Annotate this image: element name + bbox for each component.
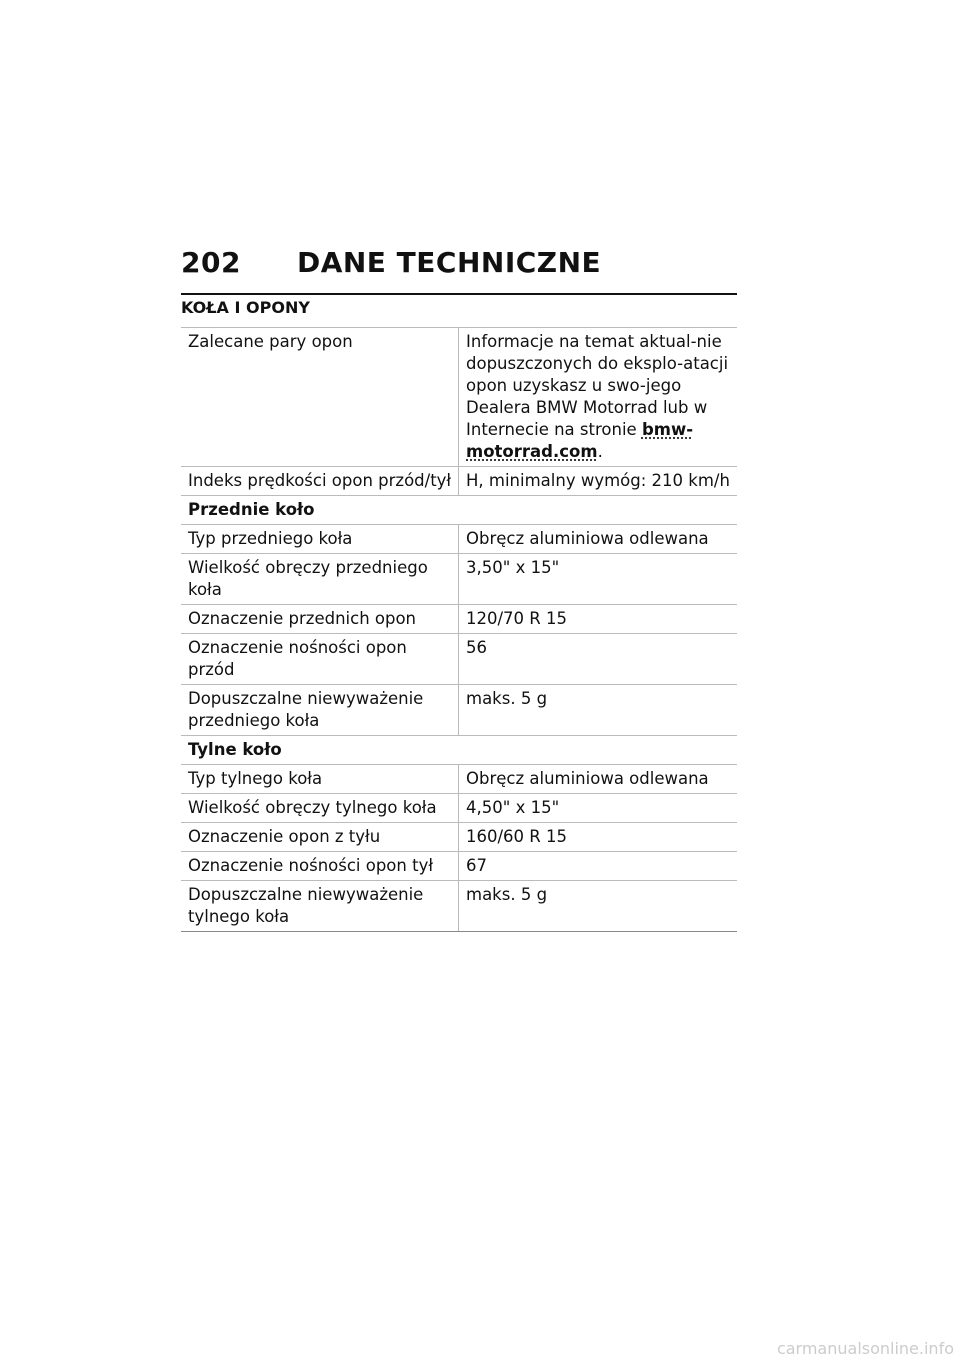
row-label: Oznaczenie opon z tyłu <box>181 823 459 852</box>
tire-spec-table <box>181 327 737 932</box>
row-value: 56 <box>459 634 738 685</box>
row-value: 4,50" x 15" <box>459 794 738 823</box>
row-label: Oznaczenie nośności opon tył <box>181 852 459 881</box>
row-label: Zalecane pary opon <box>181 328 459 467</box>
row-value: 67 <box>459 852 738 881</box>
row-value: Obręcz aluminiowa odlewana <box>459 525 738 554</box>
front-wheel-heading: Przednie koło <box>181 496 737 525</box>
page-header <box>181 246 741 279</box>
front-wheel-heading-row <box>181 496 737 525</box>
row-label: Typ tylnego koła <box>181 765 459 794</box>
row-label: Oznaczenie przednich opon <box>181 605 459 634</box>
row-value: 3,50" x 15" <box>459 554 738 605</box>
table-row <box>181 525 737 554</box>
section-rule <box>181 293 737 295</box>
info-text: Informacje na temat aktual-nie dopuszczonych do eksplo-atacji opon uzyskasz u swo-jego Dealera BMW Motorrad lub w Internecie na stronie <box>466 332 729 439</box>
page-number: 202 <box>181 246 241 279</box>
row-label: Dopuszczalne niewyważenie przedniego koła <box>181 685 459 736</box>
rear-wheel-heading: Tylne koło <box>181 736 737 765</box>
watermark: carmanualsonline.info <box>776 1339 954 1358</box>
section-title: KOŁA I OPONY <box>181 298 310 317</box>
row-label: Typ przedniego koła <box>181 525 459 554</box>
info-suffix: . <box>597 442 603 461</box>
row-value: maks. 5 g <box>459 685 738 736</box>
table-row <box>181 634 737 685</box>
chapter-title: DANE TECHNICZNE <box>296 246 602 279</box>
table-row <box>181 852 737 881</box>
row-value: 120/70 R 15 <box>459 605 738 634</box>
row-value: maks. 5 g <box>459 881 738 932</box>
row-label: Wielkość obręczy tylnego koła <box>181 794 459 823</box>
table-row <box>181 823 737 852</box>
table-row <box>181 881 737 932</box>
table-row <box>181 794 737 823</box>
table-row <box>181 328 737 467</box>
rear-wheel-heading-row <box>181 736 737 765</box>
table-row <box>181 605 737 634</box>
row-label: Indeks prędkości opon przód/tył <box>181 467 459 496</box>
row-value <box>459 328 738 467</box>
row-label: Dopuszczalne niewyważenie tylnego koła <box>181 881 459 932</box>
row-value: 160/60 R 15 <box>459 823 738 852</box>
table-row <box>181 467 737 496</box>
table-row <box>181 685 737 736</box>
row-value: Obręcz aluminiowa odlewana <box>459 765 738 794</box>
table-row <box>181 554 737 605</box>
table-row <box>181 765 737 794</box>
row-label: Wielkość obręczy przedniego koła <box>181 554 459 605</box>
bmw-motorrad-link[interactable]: bmw-motorrad.com <box>466 420 694 461</box>
row-label: Oznaczenie nośności opon przód <box>181 634 459 685</box>
row-value: H, minimalny wymóg: 210 km/h <box>459 467 738 496</box>
